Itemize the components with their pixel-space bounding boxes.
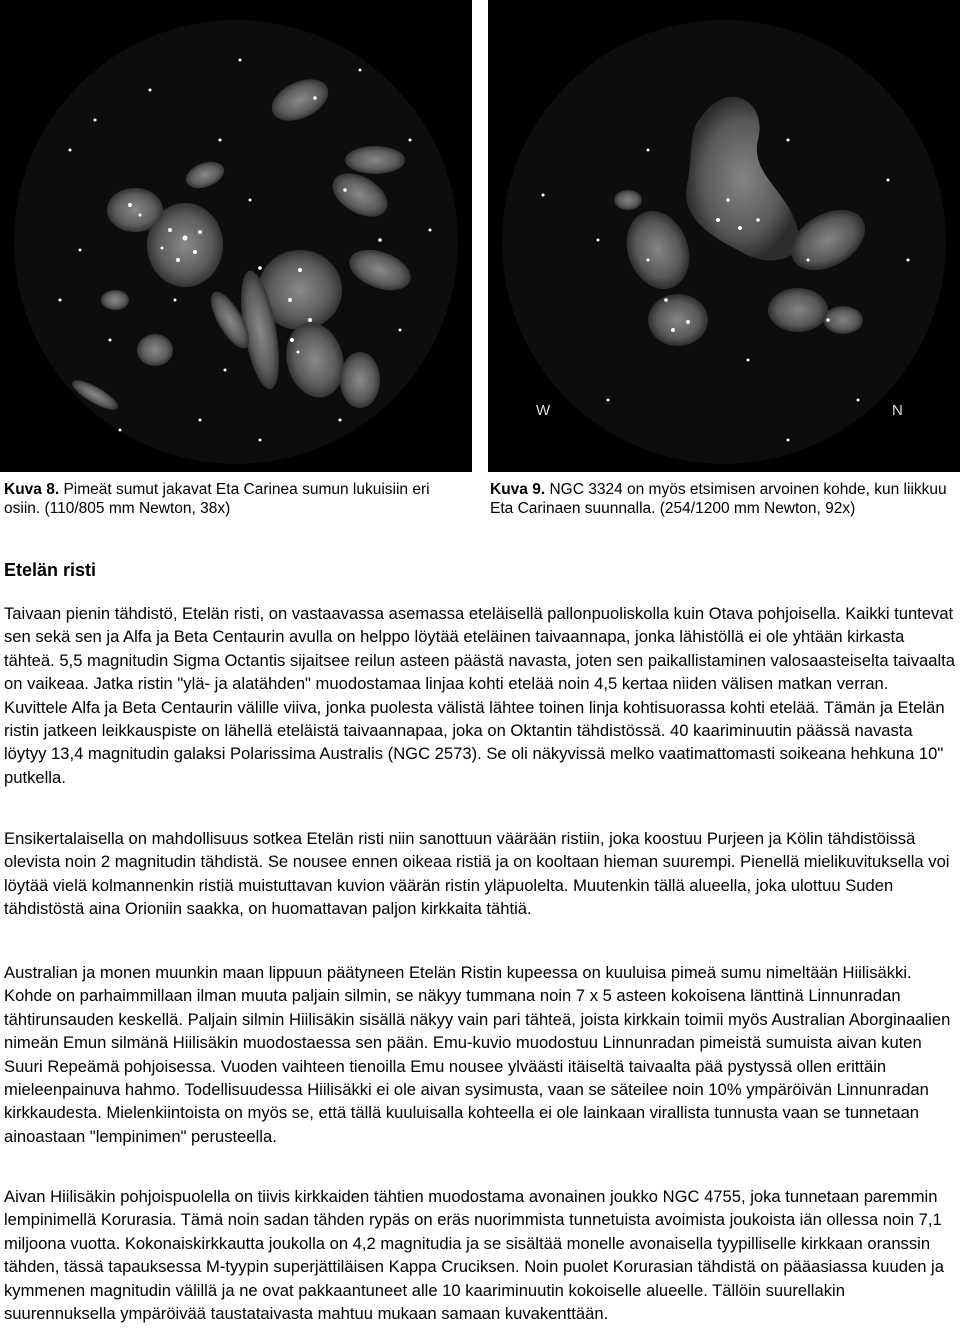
eta-carinae-drawing [0, 0, 472, 472]
body-paragraph: Australian ja monen muunkin maan lippuun päätyneen Etelän Ristin kupeessa on kuuluisa pimeä sumu nimeltään Hiilisäkki. Kohde on parhaimmillaan ilman muuta paljain silmin, se näkyy tummana noin 7 x 5 asteen kokoisena länttinä Linnunradan tähtirunsauden keskellä. Paljain silmin Hiilisäkin sisällä näkyy vain pari tähteä, joista kirkkain toimii myös Australian Aborginaalien nimeän Emun silmänä Hiilisäkin muodostaessa sen pään. Emu-kuvio muodostuu Linnunradan pimeistä sumuista aivan kuten Suuri Repeämä pohjoisessa. Vuoden vaihteen tienoilla Emu nousee ylväästi itäiseltä taivaalta pää pystyssä ollen erittäin mieleenpainuva hahmo. Todellisuudessa Hiilisäkki ei ole aivan sysimusta, vaan se säteilee noin 10% ympäröivän Linnunradan kirkkaudesta. Mielenkiintoista on myös se, että tällä kuuluisalla kohteella ei ole lainkaan virallista tunnusta vaan se tunnetaan ainoastaan "lempinimen" perusteella. [4, 963, 951, 1146]
figure-9-sketch [488, 0, 960, 472]
figure-8-label: Kuva 8. [4, 481, 60, 498]
figure-9-label: Kuva 9. [490, 481, 546, 498]
body-paragraph: Ensikertalaisella on mahdollisuus sotkea Etelän risti niin sanottuun väärään ristiin, joka koostuu Purjeen ja Kölin tähdistöissä olevista noin 2 magnitudin tähdistä. Se nousee ennen oikeaa ristiä ja on kooltaan hieman suurempi. Pienellä mielikuvituksella voi löytää vielä kolmannenkin ristiä muistuttavan kuvion väärän ristin yläpuolelta. Muutenkin tällä alueella, joka ulottuu Suden tähdistöstä aina Orioniin saakka, on huomattavan paljon kirkkaita tähtiä. [4, 829, 950, 919]
figure-9-caption [490, 480, 950, 518]
body-paragraph: Taivaan pienin tähdistö, Etelän risti, on vastaavassa asemassa eteläisellä pallonpuoliskolla kuin Otava pohjoisella. Kaikki tuntevat sen sekä sen ja Alfa ja Beta Centaurin avulla on helppo löytää eteläinen taivaannapa, jonka lähistöllä ei ole yhtään kirkasta tähteä. 5,5 magnitudin Sigma Octantis sijaitsee reilun asteen päästä navasta, joten sen paikallistaminen valosaasteiselta taivaalta on vaikeaa. Jatka ristin "ylä- ja alatähden" muodostamaa linjaa kohti etelää noin 4,5 kertaa niiden välisen matkan verran. Kuvittele Alfa ja Beta Centaurin välille viiva, jonka puolesta välistä lähtee toinen linja kohtisuorassa kohti etelää. Tämän ja Etelän ristin jatkeen leikkauspiste on lähellä eteläistä taivaannapaa, joka on Oktantin tähdistössä. 40 kaariminuutin päässä navasta löytyy 13,4 magnitudin galaksi Polarissima Australis (NGC 2573). Se oli näkyvissä melko vaatimattomasti soikeana hehkuna 10" putkella. [4, 604, 956, 787]
compass-w-label: W [536, 402, 551, 419]
figure-9-caption-text: NGC 3324 on myös etsimisen arvoinen kohde, kun liikkuu Eta Carinaen suunnalla. (254/1200 mm Newton, 92x) [490, 481, 947, 517]
body-paragraph: Aivan Hiilisäkin pohjoispuolella on tiivis kirkkaiden tähtien muodostama avonainen joukko NGC 4755, joka tunnetaan paremmin lempinimellä Korurasia. Tämä noin sadan tähden rypäs on eräs nuorimmista tunnetuista avoimista joukoista iän ollessa noin 7,1 miljoona vuotta. Kokonaiskirkkautta joukolla on 4,2 magnitudia ja se sisältää monelle avonaisella tyypilliselle kirkkaan oranssin tähden, tässä tapauksessa M-tyypin superjättiläisen Kappa Cruciksen. Noin puolet Korurasian tähdistä on pääasiassa kuuden ja kymmenen magnitudin välillä ja ne ovat pakkaantuneet alle 10 kaariminuutin kokoiselle alueelle. Tällöin suurellakin suurennuksella ympäröivää taustataivasta mahtuu mukaan samaan kuvakenttään. [4, 1187, 944, 1324]
figure-8-caption [4, 480, 464, 518]
section-title: Etelän risti [4, 560, 97, 580]
ngc3324-drawing [488, 0, 960, 472]
compass-n-label: N [892, 402, 903, 419]
figure-8-caption-text: Pimeät sumut jakavat Eta Carinea sumun lukuisiin eri osiin. (110/805 mm Newton, 38x) [4, 481, 430, 517]
figure-8-sketch [0, 0, 472, 472]
